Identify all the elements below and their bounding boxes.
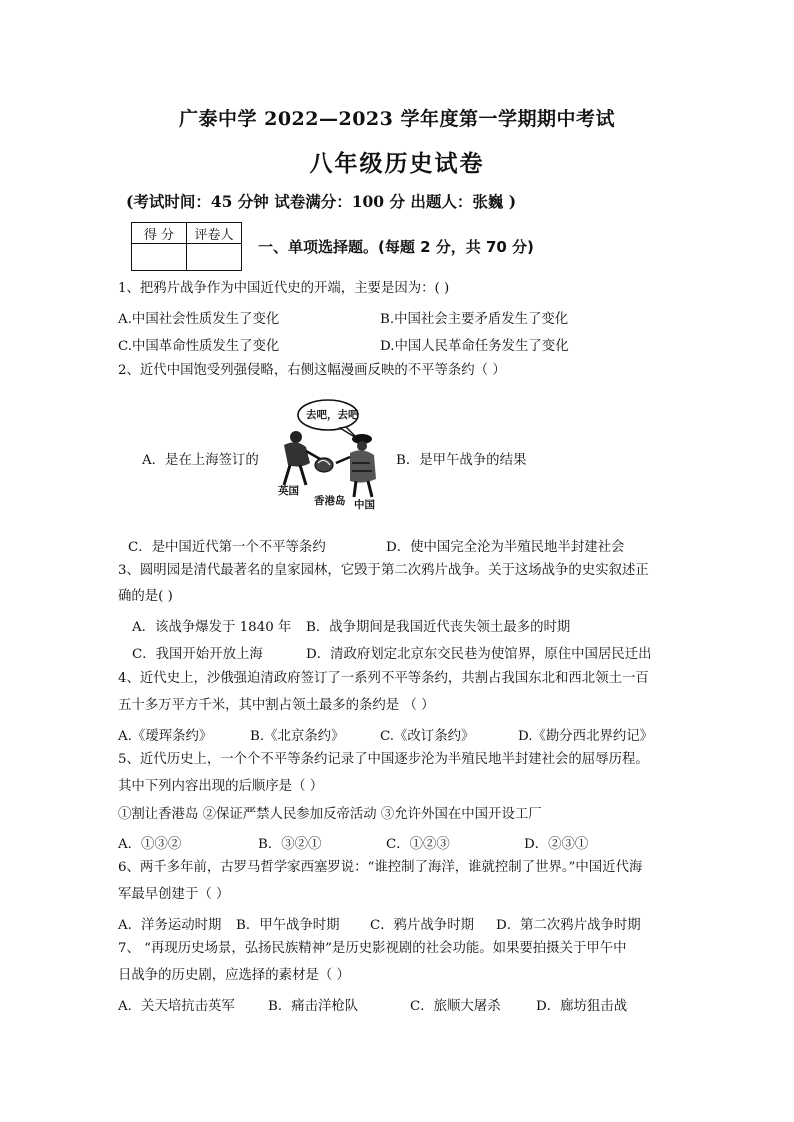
question-6-option-d: D．第二次鸦片战争时期 <box>496 918 641 933</box>
question-5-stem-line-1: 5、近代历史上，一个个不平等条约记录了中国逐步沦为半殖民地半封建社会的屈辱历程。 <box>118 752 649 767</box>
question-3-option-c: C．我国开始开放上海 <box>132 647 263 662</box>
question-2-option-c: C．是中国近代第一个不平等条约 <box>128 540 326 555</box>
question-7-option-a: A．关天培抗击英军 <box>118 999 235 1014</box>
section-heading: 一、单项选择题。(每题 2 分，共 70 分) <box>258 238 534 256</box>
question-2-option-a: A．是在上海签订的 <box>142 453 259 468</box>
question-6-option-a: A．洋务运动时期 <box>118 918 222 933</box>
score-label: 得 分 <box>132 223 187 244</box>
question-4-stem-line-2: 五十多万平方千米，其中割占领土最多的条约是 （ ） <box>118 698 435 713</box>
question-4-option-a: A.《瑷珲条约》 <box>118 729 213 744</box>
question-5-option-c: C．①②③ <box>386 837 450 852</box>
question-3-stem-line-2: 确的是( ) <box>118 589 173 604</box>
question-1-option-b: B.中国社会主要矛盾发生了变化 <box>380 312 569 327</box>
question-2-option-d: D．使中国完全沦为半殖民地半封建社会 <box>386 540 625 555</box>
question-5-items: ①割让香港岛 ②保证严禁人民参加反帝活动 ③允许外国在中国开设工厂 <box>118 807 542 822</box>
question-7-option-c: C．旅顺大屠杀 <box>410 999 501 1014</box>
question-6-option-c: C．鸦片战争时期 <box>370 918 474 933</box>
question-3-stem-line-1: 3、圆明园是清代最著名的皇家园林，它毁于第二次鸦片战争。关于这场战争的史实叙述正 <box>118 563 649 578</box>
cartoon-bubble-text: 去吧，去吧 <box>306 409 359 421</box>
cartoon-label-britain: 英国 <box>278 485 299 497</box>
exam-info: (考试时间：45 分钟 试卷满分：100 分 出题人：张巍 ) <box>126 192 517 211</box>
question-4-stem-line-1: 4、近代史上，沙俄强迫清政府签订了一系列不平等条约，共割占我国东北和西北领土一百 <box>118 671 649 686</box>
question-2-option-b: B．是甲午战争的结果 <box>396 453 527 468</box>
exam-school-title: 广泰中学 2022—2023 学年度第一学期期中考试 <box>179 108 615 130</box>
question-1-option-c: C.中国革命性质发生了变化 <box>118 339 280 354</box>
question-7-stem-line-1: 7、 “再现历史场景，弘扬民族精神”是历史影视剧的社会功能。如果要拍摄关于甲午中 <box>118 941 627 956</box>
question-7-stem-line-2: 日战争的历史剧，应选择的素材是（ ） <box>118 968 350 983</box>
question-1-stem: 1、把鸦片战争作为中国近代史的开端，主要是因为：( ) <box>118 281 450 296</box>
question-4-option-b: B.《北京条约》 <box>250 729 345 744</box>
question-6-option-b: B．甲午战争时期 <box>236 918 340 933</box>
question-3-option-b: B．战争期间是我国近代丧失领土最多的时期 <box>306 620 571 635</box>
score-box <box>131 222 242 271</box>
grader-cell <box>187 244 242 271</box>
paper-title: 八年级历史试卷 <box>309 151 485 177</box>
grader-label: 评卷人 <box>187 223 242 244</box>
question-3-option-a: A．该战争爆发于 1840 年 <box>132 620 292 635</box>
question-5-option-b: B．③②① <box>258 837 322 852</box>
cartoon-illustration <box>266 393 396 513</box>
question-5-stem-line-2: 其中下列内容出现的后顺序是（ ） <box>118 779 324 794</box>
cartoon-label-hong-kong: 香港岛 <box>314 495 346 507</box>
question-1-option-d: D.中国人民革命任务发生了变化 <box>380 339 569 354</box>
question-5-option-a: A．①③② <box>118 837 182 852</box>
question-7-option-b: B．痛击洋枪队 <box>268 999 359 1014</box>
question-2-stem: 2、近代中国饱受列强侵略，右侧这幅漫画反映的不平等条约（ ） <box>118 363 506 378</box>
question-1-option-a: A.中国社会性质发生了变化 <box>118 312 280 327</box>
question-4-option-d: D.《勘分西北界约记》 <box>518 729 654 744</box>
question-4-option-c: C.《改订条约》 <box>380 729 475 744</box>
question-6-stem-line-1: 6、两千多年前，古罗马哲学家西塞罗说：“谁控制了海洋，谁就控制了世界。”中国近代海 <box>118 860 643 875</box>
score-cell <box>132 244 187 271</box>
question-7-option-d: D．廊坊狙击战 <box>536 999 628 1014</box>
question-3-option-d: D．清政府划定北京东交民巷为使馆界，原住中国居民迁出 <box>306 647 652 662</box>
question-5-option-d: D．②③① <box>524 837 589 852</box>
question-6-stem-line-2: 军最早创建于（ ） <box>118 887 230 902</box>
cartoon-label-china: 中国 <box>354 499 375 511</box>
